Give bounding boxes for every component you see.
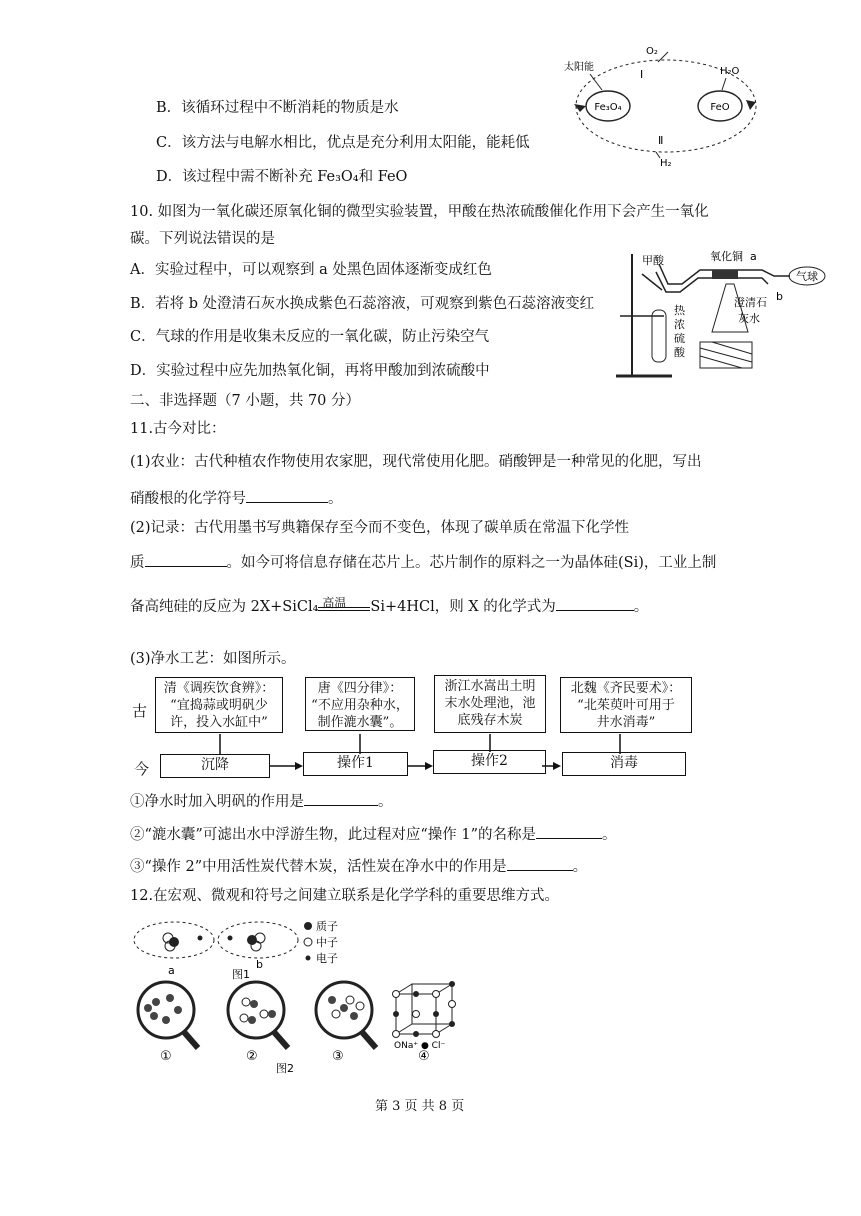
q10-stem-1: 10. 如图为一氧化碳还原氧化铜的微型实验装置，甲酸在热浓硫酸催化作用下会产生一氧化 bbox=[130, 204, 709, 220]
modern-step-settling: 沉降 bbox=[160, 754, 270, 778]
q9-option-b: B．该循环过程中不断消耗的物质是水 bbox=[156, 100, 399, 116]
answer-blank-carbon[interactable] bbox=[507, 858, 573, 871]
legend-electron: 电子 bbox=[316, 952, 338, 965]
magnifier-2 bbox=[228, 982, 288, 1048]
point-a-label: a bbox=[750, 250, 757, 263]
fig2-label-4: ④ bbox=[418, 1049, 430, 1064]
ancient-box-1: 清《调疾饮食辨》： “宜捣蒜或明矾少 许，投入水缸中” bbox=[155, 677, 283, 733]
q11-sub-1: ①净水时加入明矾的作用是 。 bbox=[130, 794, 393, 810]
nacl-crystal bbox=[393, 981, 456, 1038]
q11-part2-line3: 备高纯硅的反应为 2X+SiCl₄ 高温 Si+4HCl，则 X 的化学式为 。 bbox=[130, 596, 649, 615]
q9-cycle-diagram bbox=[560, 40, 760, 180]
fig1-label: 图1 bbox=[232, 968, 250, 980]
q9-option-c: C．该方法与电解水相比，优点是充分利用太阳能，能耗低 bbox=[156, 135, 530, 151]
answer-blank-property[interactable] bbox=[145, 554, 227, 567]
step2-label: Ⅱ bbox=[658, 134, 664, 147]
q9-option-d: D．该过程中需不断补充 Fe₃O₄和 FeO bbox=[156, 169, 408, 185]
answer-blank-operation-1[interactable] bbox=[536, 826, 602, 839]
atom-a-label: a bbox=[168, 964, 175, 977]
q12-title: 12.在宏观、微观和符号之间建立联系是化学学科的重要思维方式。 bbox=[130, 888, 560, 904]
section-2-heading: 二、非选择题（7 小题，共 70 分） bbox=[130, 393, 361, 409]
answer-blank-x[interactable] bbox=[556, 598, 634, 611]
legend-neutron: 中子 bbox=[316, 936, 338, 949]
acid-label-2: 浓 bbox=[674, 318, 685, 331]
q11-part1-line1: (1)农业：古代种植农作物使用农家肥，现代常使用化肥。硝酸钾是一种常见的化肥，写出 bbox=[130, 454, 702, 470]
label-modern: 今 bbox=[134, 760, 150, 778]
cuo-label: 氧化铜 bbox=[710, 250, 743, 263]
balloon-label: 气球 bbox=[796, 270, 818, 283]
reaction-condition: 高温 bbox=[322, 596, 347, 610]
acid-label-3: 硫 bbox=[674, 332, 685, 345]
label-ancient: 古 bbox=[132, 702, 148, 720]
q11-part2-line2: 质 。如今可将信息存储在芯片上。芯片制作的原料之一为晶体硅(Si)，工业上制 bbox=[130, 555, 717, 571]
q10-stem-2: 碳。下列说法错误的是 bbox=[130, 231, 275, 247]
page-footer: 第 3 页 共 8 页 bbox=[375, 1099, 465, 1114]
acid-label-4: 酸 bbox=[674, 346, 685, 359]
legend-proton: 质子 bbox=[316, 920, 338, 933]
fe3o4-label: Fe₃O₄ bbox=[594, 102, 622, 113]
point-b-label: b bbox=[776, 290, 783, 303]
q10-option-a: A．实验过程中，可以观察到 a 处黑色固体逐渐变成红色 bbox=[130, 262, 492, 278]
q12-figure-2 bbox=[126, 980, 506, 1080]
modern-step-operation-2: 操作2 bbox=[433, 750, 546, 774]
q10-apparatus bbox=[602, 244, 832, 384]
nacl-legend: ONa⁺ ● Cl⁻ bbox=[394, 1041, 446, 1051]
fig2-label: 图2 bbox=[276, 1062, 294, 1075]
solar-label: 太阳能 bbox=[564, 62, 594, 73]
fig2-label-3: ③ bbox=[332, 1049, 344, 1064]
q11-title: 11.古今对比： bbox=[130, 421, 226, 437]
limewater-label-1: 澄清石 bbox=[734, 296, 767, 309]
q10-option-d: D．实验过程中应先加热氧化铜，再将甲酸加到浓硫酸中 bbox=[130, 363, 490, 379]
feo-label: FeO bbox=[710, 102, 730, 113]
acid-label-1: 热 bbox=[674, 304, 685, 317]
q11-part1-line2: 硝酸根的化学符号 。 bbox=[130, 491, 343, 507]
limewater-label-2: 灰水 bbox=[738, 312, 760, 325]
magnifier-1 bbox=[138, 982, 198, 1048]
ancient-box-3: 浙江水嵩出土明 末水处理池，池 底残存木炭 bbox=[434, 675, 546, 733]
modern-step-operation-1: 操作1 bbox=[303, 752, 408, 776]
q11-part1-text: 硝酸根的化学符号 bbox=[130, 491, 246, 507]
fig2-label-2: ② bbox=[246, 1049, 258, 1064]
q11-part3: (3)净水工艺：如图所示。 bbox=[130, 651, 296, 667]
fig2-label-1: ① bbox=[160, 1049, 172, 1064]
answer-blank-nitrate[interactable] bbox=[246, 490, 328, 503]
o2-label: O₂ bbox=[646, 46, 658, 57]
ancient-box-2: 唐《四分律》： “不应用杂种水， 制作漉水囊”。 bbox=[305, 677, 415, 731]
q10-option-b: B．若将 b 处澄清石灰水换成紫色石蕊溶液，可观察到紫色石蕊溶液变红 bbox=[130, 296, 595, 312]
ancient-box-4: 北魏《齐民要术》： “北茱萸叶可用于 井水消毒” bbox=[560, 677, 692, 733]
q11-sub-3: ③“操作 2”中用活性炭代替木炭，活性炭在净水中的作用是 。 bbox=[130, 859, 588, 875]
h2-label: H₂ bbox=[660, 158, 672, 169]
q10-option-c: C．气球的作用是收集未反应的一氧化碳，防止污染空气 bbox=[130, 329, 490, 345]
q11-sub-2: ②“漉水囊”可滤出水中浮游生物，此过程对应“操作 1”的名称是 。 bbox=[130, 827, 617, 843]
answer-blank-alum[interactable] bbox=[304, 793, 378, 806]
modern-step-disinfection: 消毒 bbox=[562, 752, 686, 776]
step1-label: Ⅰ bbox=[640, 68, 644, 81]
atom-b-label: b bbox=[256, 958, 263, 971]
magnifier-3 bbox=[316, 982, 376, 1048]
formic-acid-label: 甲酸 bbox=[642, 254, 664, 267]
h2o-label: H₂O bbox=[720, 66, 740, 77]
q11-part2-line1: (2)记录：古代用墨书写典籍保存至今而不变色，体现了碳单质在常温下化学性 bbox=[130, 520, 630, 536]
q12-figure-1 bbox=[130, 914, 360, 980]
